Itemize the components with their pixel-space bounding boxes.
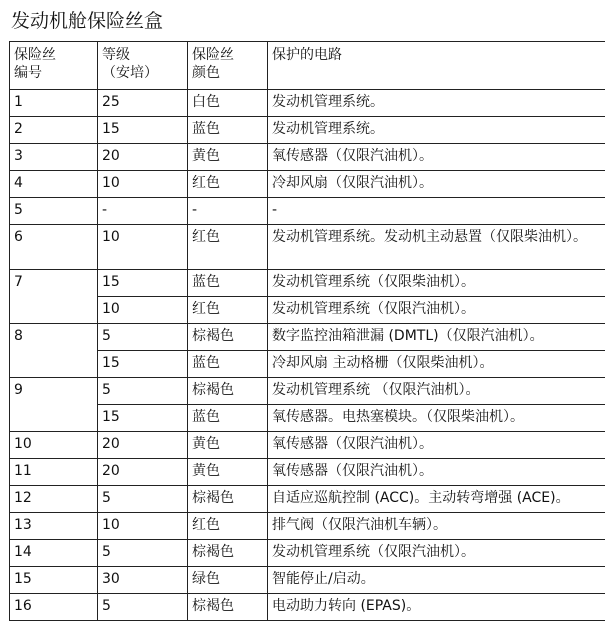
cell-rating: 30 [98, 567, 188, 594]
cell-circuit: 发动机管理系统（仅限汽油机）。 [268, 540, 605, 567]
cell-color: 蓝色 [188, 270, 268, 297]
cell-rating: 10 [98, 297, 188, 324]
cell-circuit: 数字监控油箱泄漏 (DMTL)（仅限汽油机）。 [268, 324, 605, 351]
header-protected-circuit: 保护的电路 [268, 42, 605, 90]
cell-color: 蓝色 [188, 351, 268, 378]
table-row [10, 513, 605, 540]
cell-rating: 20 [98, 432, 188, 459]
cell-rating: 5 [98, 324, 188, 351]
header-fuse-number-line2: 编号 [14, 64, 93, 82]
table-row [10, 270, 605, 297]
cell-color: 棕褐色 [188, 378, 268, 405]
cell-color: 蓝色 [188, 117, 268, 144]
cell-color: 蓝色 [188, 405, 268, 432]
cell-fuse-number: 1 [10, 90, 98, 117]
cell-rating: - [98, 198, 188, 225]
cell-color: 黄色 [188, 432, 268, 459]
cell-rating: 5 [98, 378, 188, 405]
cell-fuse-number: 9 [10, 378, 98, 432]
cell-fuse-number: 11 [10, 459, 98, 486]
cell-rating: 15 [98, 117, 188, 144]
cell-rating: 20 [98, 144, 188, 171]
cell-fuse-number: 7 [10, 270, 98, 324]
table-row [10, 540, 605, 567]
header-rating-line1: 等级 [102, 46, 183, 64]
cell-color: 红色 [188, 297, 268, 324]
cell-circuit: 氧传感器（仅限汽油机）。 [268, 432, 605, 459]
cell-fuse-number: 10 [10, 432, 98, 459]
cell-rating: 25 [98, 90, 188, 117]
table-row [10, 459, 605, 486]
cell-circuit: 发动机管理系统 （仅限汽油机）。 [268, 378, 605, 405]
cell-color: 红色 [188, 171, 268, 198]
header-rating-line2: （安培） [102, 64, 183, 82]
cell-fuse-number: 12 [10, 486, 98, 513]
cell-rating: 5 [98, 486, 188, 513]
cell-circuit: 氧传感器（仅限汽油机）。 [268, 144, 605, 171]
cell-color: 绿色 [188, 567, 268, 594]
table-row [10, 117, 605, 144]
cell-rating: 5 [98, 594, 188, 621]
table-row [10, 225, 605, 270]
header-fuse-number-line1: 保险丝 [14, 46, 93, 64]
cell-circuit: 智能停止/启动。 [268, 567, 605, 594]
cell-circuit: 发动机管理系统（仅限汽油机）。 [268, 297, 605, 324]
cell-color: 棕褐色 [188, 324, 268, 351]
cell-circuit: 氧传感器。电热塞模块。（仅限柴油机）。 [268, 405, 605, 432]
cell-fuse-number: 14 [10, 540, 98, 567]
cell-color: 黄色 [188, 459, 268, 486]
table-row [10, 432, 605, 459]
table-row [10, 198, 605, 225]
table-row [10, 171, 605, 198]
header-fuse-color-line2: 颜色 [192, 64, 263, 82]
cell-color: 棕褐色 [188, 486, 268, 513]
cell-fuse-number: 4 [10, 171, 98, 198]
cell-color: - [188, 198, 268, 225]
table-row [10, 405, 605, 432]
cell-circuit: 发动机管理系统。 [268, 117, 605, 144]
header-fuse-color [188, 42, 268, 90]
cell-circuit: 冷却风扇（仅限汽油机）。 [268, 171, 605, 198]
cell-circuit: 电动助力转向 (EPAS)。 [268, 594, 605, 621]
table-row [10, 297, 605, 324]
table-row [10, 378, 605, 405]
cell-circuit: - [268, 198, 605, 225]
cell-circuit: 冷却风扇 主动格栅（仅限柴油机）。 [268, 351, 605, 378]
table-row [10, 351, 605, 378]
cell-circuit: 排气阀（仅限汽油机车辆）。 [268, 513, 605, 540]
cell-rating: 15 [98, 270, 188, 297]
cell-color: 红色 [188, 513, 268, 540]
cell-rating: 15 [98, 405, 188, 432]
cell-color: 白色 [188, 90, 268, 117]
cell-color: 黄色 [188, 144, 268, 171]
cell-circuit: 发动机管理系统。 [268, 90, 605, 117]
cell-rating: 20 [98, 459, 188, 486]
cell-rating: 5 [98, 540, 188, 567]
cell-fuse-number: 5 [10, 198, 98, 225]
cell-color: 棕褐色 [188, 594, 268, 621]
cell-rating: 10 [98, 513, 188, 540]
table-row [10, 486, 605, 513]
table-header-row [10, 42, 605, 90]
cell-rating: 10 [98, 171, 188, 198]
fuse-table [9, 41, 605, 621]
cell-color: 棕褐色 [188, 540, 268, 567]
cell-fuse-number: 15 [10, 567, 98, 594]
header-fuse-color-line1: 保险丝 [192, 46, 263, 64]
table-row [10, 567, 605, 594]
cell-fuse-number: 16 [10, 594, 98, 621]
table-row [10, 90, 605, 117]
cell-fuse-number: 6 [10, 225, 98, 270]
cell-fuse-number: 2 [10, 117, 98, 144]
cell-circuit: 自适应巡航控制 (ACC)。主动转弯增强 (ACE)。 [268, 486, 605, 513]
cell-circuit: 发动机管理系统（仅限柴油机）。 [268, 270, 605, 297]
cell-fuse-number: 8 [10, 324, 98, 378]
cell-color: 红色 [188, 225, 268, 270]
table-row [10, 324, 605, 351]
table-row [10, 144, 605, 171]
header-fuse-number [10, 42, 98, 90]
table-row [10, 594, 605, 621]
cell-rating: 15 [98, 351, 188, 378]
header-rating [98, 42, 188, 90]
page-title: 发动机舱保险丝盒 [11, 8, 163, 34]
cell-rating: 10 [98, 225, 188, 270]
cell-fuse-number: 13 [10, 513, 98, 540]
cell-circuit: 发动机管理系统。发动机主动悬置（仅限柴油机）。 [268, 225, 605, 270]
cell-fuse-number: 3 [10, 144, 98, 171]
cell-circuit: 氧传感器（仅限汽油机）。 [268, 459, 605, 486]
